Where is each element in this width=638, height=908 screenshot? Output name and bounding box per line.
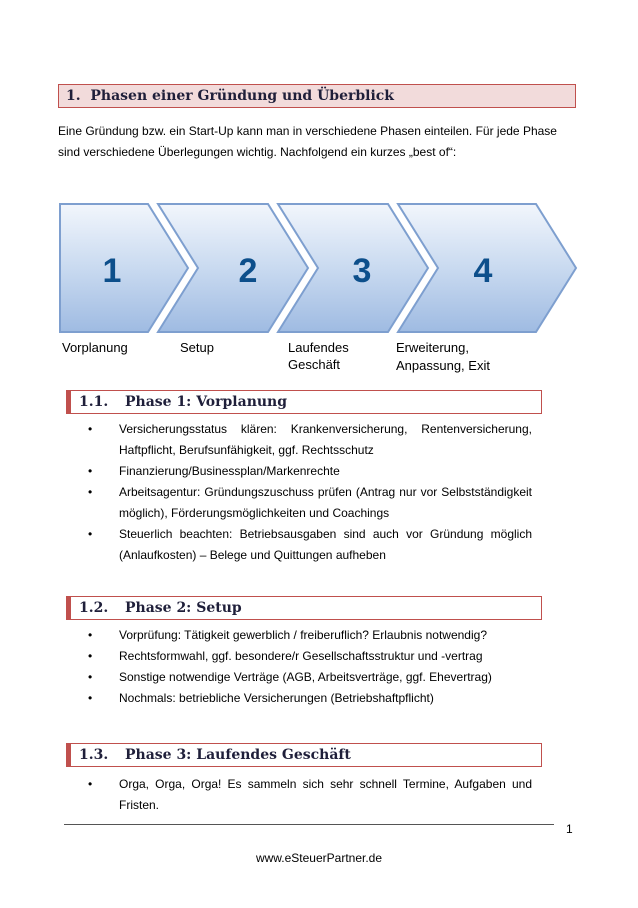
list-item: • Arbeitsagentur: Gründungszuschuss prüfen (Antrag nur vor Selbstständigkeit möglich), Förderungsmöglichkeiten und Coachings bbox=[86, 482, 532, 524]
bullet-list-phase-1 bbox=[86, 419, 532, 566]
intro-paragraph: Eine Gründung bzw. ein Start-Up kann man in verschiedene Phasen einteilen. Für jede Phase sind verschiedene Überlegungen wichtig. Nachfolgend ein kurzes „best of“: bbox=[58, 124, 557, 159]
step-number-4: 4 bbox=[473, 252, 493, 290]
page-number: 1 bbox=[566, 822, 573, 836]
step-number-1: 1 bbox=[102, 252, 122, 290]
phase-label-2: Setup bbox=[180, 340, 214, 355]
phase-diagram bbox=[58, 200, 582, 380]
step-number-2: 2 bbox=[238, 252, 258, 290]
phase-label-3b: Geschäft bbox=[288, 357, 341, 372]
section-heading-1 bbox=[58, 84, 576, 108]
footer-url: www.eSteuerPartner.de bbox=[255, 851, 383, 865]
list-item: • Versicherungsstatus klären: Krankenversicherung, Rentenversicherung, Haftpflicht, Berufsunfähigkeit, ggf. Rechtsschutz bbox=[86, 419, 532, 461]
heading-number: 1.2. bbox=[79, 600, 109, 616]
heading-title: Phase 2: Setup bbox=[125, 600, 242, 616]
heading-number: 1. bbox=[66, 88, 81, 104]
phase-label-4a: Erweiterung, bbox=[396, 340, 469, 355]
heading-number: 1.3. bbox=[79, 747, 109, 763]
list-item: • Nochmals: betriebliche Versicherungen (Betriebshaftpflicht) bbox=[86, 688, 532, 709]
heading-title: Phase 1: Vorplanung bbox=[125, 394, 288, 410]
heading-number: 1.1. bbox=[79, 394, 109, 410]
section-heading-1-1 bbox=[66, 390, 542, 414]
phase-label-4b: Anpassung, Exit bbox=[396, 358, 490, 373]
section-heading-1-3 bbox=[66, 743, 542, 767]
phase-label-3a: Laufendes bbox=[288, 340, 349, 355]
phase-arrow-1 bbox=[60, 204, 188, 332]
list-item: • Steuerlich beachten: Betriebsausgaben sind auch vor Gründung möglich (Anlaufkosten) – Belege und Quittungen aufheben bbox=[86, 524, 532, 566]
heading-title: Phasen einer Gründung und Überblick bbox=[90, 88, 395, 104]
section-heading-1-2 bbox=[66, 596, 542, 620]
list-item: • Vorprüfung: Tätigkeit gewerblich / freiberuflich? Erlaubnis notwendig? bbox=[86, 625, 532, 646]
footer-rule bbox=[64, 824, 554, 825]
step-number-3: 3 bbox=[352, 252, 372, 290]
list-item: • Sonstige notwendige Verträge (AGB, Arbeitsverträge, ggf. Ehevertrag) bbox=[86, 667, 532, 688]
phase-label-1: Vorplanung bbox=[62, 340, 128, 355]
bullet-list-phase-2 bbox=[86, 625, 532, 709]
list-item: • Finanzierung/Businessplan/Markenrechte bbox=[86, 461, 532, 482]
heading-title: Phase 3: Laufendes Geschäft bbox=[125, 747, 351, 763]
list-item: • Rechtsformwahl, ggf. besondere/r Gesellschaftsstruktur und -vertrag bbox=[86, 646, 532, 667]
list-item: • Orga, Orga, Orga! Es sammeln sich sehr schnell Termine, Aufgaben und Fristen. bbox=[86, 774, 532, 816]
bullet-list-phase-3 bbox=[86, 774, 532, 816]
